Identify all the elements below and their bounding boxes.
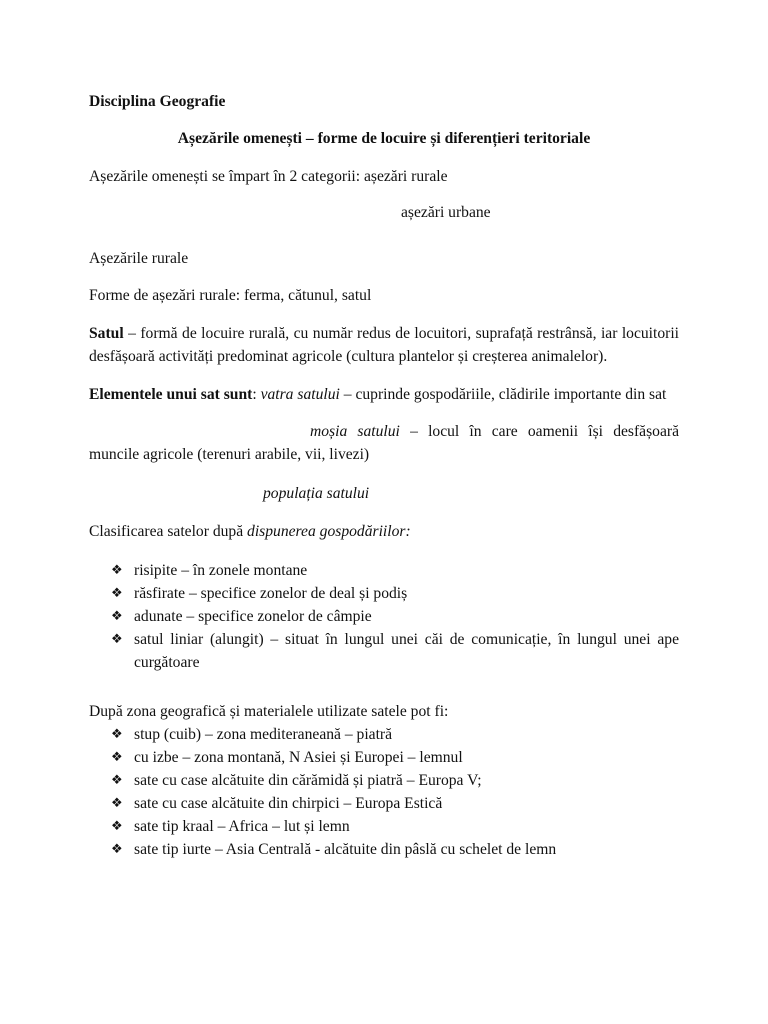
classification-italic: dispunerea gospodăriilor:: [247, 523, 411, 540]
list-item-text: risipite – în zonele montane: [134, 562, 308, 579]
geo-heading: După zona geografică și materialele utilizate satele pot fi:: [89, 703, 449, 720]
populatia-line: populația satului: [263, 485, 370, 502]
diamond-bullet-icon: ❖: [111, 563, 123, 578]
diamond-bullet-icon: ❖: [111, 796, 123, 811]
diamond-bullet-icon: ❖: [111, 586, 123, 601]
list-item-text: sate tip iurte – Asia Centrală - alcătuite din pâslă cu schelet de lemn: [134, 841, 557, 858]
list-item-text: sate cu case alcătuite din cărămidă și piatră – Europa V;: [134, 772, 482, 789]
satul-term: Satul: [89, 325, 124, 342]
rural-heading: Așezările rurale: [89, 250, 189, 267]
satul-paragraph: [89, 322, 679, 368]
list-item: [89, 838, 679, 861]
elements-paragraph: [89, 383, 679, 406]
diamond-bullet-icon: ❖: [111, 727, 123, 742]
satul-definition: – formă de locuire rurală, cu număr redus de locuitori, suprafață restrânsă, iar locuitorii desfășoară activități predominat agricole (cultura plantelor și creșterea animalelor).: [89, 325, 679, 365]
list-item: [89, 815, 679, 838]
elements-colon: :: [252, 386, 261, 403]
list-item: [89, 559, 679, 582]
list-item: [89, 723, 679, 746]
list-item: [89, 628, 679, 674]
list-item: [89, 769, 679, 792]
document-page: [89, 90, 679, 861]
list-item: [89, 746, 679, 769]
list-item: [89, 582, 679, 605]
list-item-text: satul liniar (alungit) – situat în lungul unei căi de comunicație, în lungul unei ape curgătoare: [134, 631, 679, 671]
list-item: [89, 605, 679, 628]
diamond-bullet-icon: ❖: [111, 750, 123, 765]
list-item-text: răsfirate – specifice zonelor de deal și podiș: [134, 585, 408, 602]
list-item-text: sate tip kraal – Africa – lut și lemn: [134, 818, 350, 835]
discipline-heading: Disciplina Geografie: [89, 93, 226, 110]
classification-heading: [89, 520, 679, 543]
vatra-definition: – cuprinde gospodăriile, clădirile importante din sat: [339, 386, 667, 403]
list-item-text: stup (cuib) – zona mediteraneană – piatră: [134, 726, 393, 743]
mosia-paragraph: [89, 420, 679, 466]
elements-term: Elementele unui sat sunt: [89, 386, 253, 403]
diamond-bullet-icon: ❖: [111, 819, 123, 834]
classification-list: [89, 559, 679, 674]
list-item-text: sate cu case alcătuite din chirpici – Europa Estică: [134, 795, 443, 812]
document-title: Așezările omenești – forme de locuire și diferențieri teritoriale: [177, 130, 591, 147]
list-item-text: adunate – specifice zonelor de câmpie: [134, 608, 372, 625]
intro-line: Așezările omenești se împart în 2 categorii: așezări rurale: [89, 168, 448, 185]
geo-list: [89, 723, 679, 861]
list-item: [89, 792, 679, 815]
intro-urban: așezări urbane: [401, 204, 491, 221]
mosia-definition: – locul în care oamenii își desfășoară muncile agricole (terenuri arabile, vii, livezi): [89, 423, 679, 463]
mosia-term: moșia satului: [310, 423, 400, 440]
diamond-bullet-icon: ❖: [111, 632, 123, 647]
vatra-term: vatra satului: [260, 386, 340, 403]
diamond-bullet-icon: ❖: [111, 842, 123, 857]
classification-prefix: Clasificarea satelor după: [89, 523, 248, 540]
diamond-bullet-icon: ❖: [111, 609, 123, 624]
list-item-text: cu izbe – zona montană, N Asiei și Europei – lemnul: [134, 749, 463, 766]
rural-forms: Forme de așezări rurale: ferma, cătunul, satul: [89, 287, 372, 304]
diamond-bullet-icon: ❖: [111, 773, 123, 788]
